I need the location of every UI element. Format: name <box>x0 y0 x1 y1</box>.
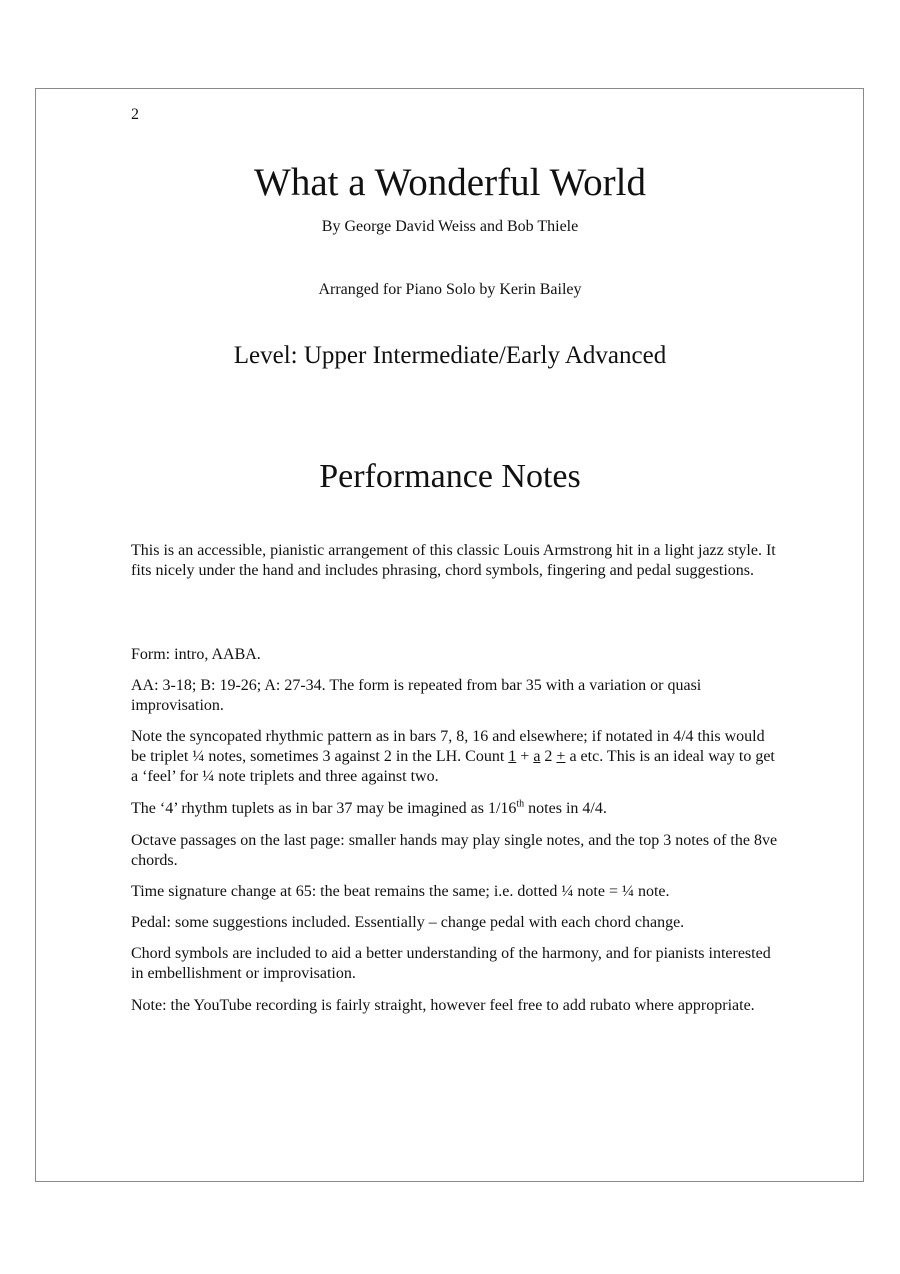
syncopation-paragraph <box>131 727 781 787</box>
form-paragraph: Form: intro, AABA. <box>131 646 261 663</box>
time-signature-paragraph: Time signature change at 65: the beat remains the same; i.e. dotted ¼ note = ¼ note. <box>131 883 670 900</box>
chord-symbols-paragraph: Chord symbols are included to aid a better understanding of the harmony, and for pianists interested in embellishment or improvisation. <box>131 945 771 982</box>
tuplets-text: The ‘4’ rhythm tuplets as in bar 37 may be imagined as 1/16 <box>131 800 517 817</box>
recording-paragraph: Note: the YouTube recording is fairly straight, however feel free to add rubato where appropriate. <box>131 997 755 1014</box>
page-border <box>35 88 864 1182</box>
composer-byline: By George David Weiss and Bob Thiele <box>321 218 579 235</box>
sections-paragraph: AA: 3-18; B: 19-26; A: 27-34. The form is repeated from bar 35 with a variation or quasi improvisation. <box>131 677 702 714</box>
tuplets-superscript: th <box>516 798 525 810</box>
syncopation-text: Note the syncopated rhythmic pattern as in bars 7, 8, 16 and elsewhere; if notated in 4/4 this would be triplet ¼ notes, sometimes 3 against 2 in the LH. Count <box>131 728 765 765</box>
octaves-paragraph: Octave passages on the last page: smaller hands may play single notes, and the top 3 notes of the 8ve chords. <box>131 832 778 869</box>
intro-paragraph: This is an accessible, pianistic arrangement of this classic Louis Armstrong hit in a light jazz style. It fits nicely under the hand and includes phrasing, chord symbols, fingering and pedal suggestions. <box>131 542 776 579</box>
difficulty-level: Level: Upper Intermediate/Early Advanced <box>233 342 667 369</box>
count-plus-one: + <box>516 748 534 765</box>
tuplets-tail: notes in 4/4. <box>524 800 607 817</box>
count-two: 2 <box>540 748 557 765</box>
count-plus: + <box>556 748 566 765</box>
performance-notes-heading: Performance Notes <box>319 458 581 495</box>
tuplets-paragraph <box>131 799 781 819</box>
pedal-paragraph: Pedal: some suggestions included. Essentially – change pedal with each chord change. <box>131 914 685 931</box>
arranger-credit: Arranged for Piano Solo by Kerin Bailey <box>318 281 582 298</box>
count-one: 1 <box>508 748 517 765</box>
song-title: What a Wonderful World <box>254 161 646 204</box>
page-number: 2 <box>131 106 139 123</box>
syncopation-tail: a etc. This is an ideal way to get a ‘feel’ for ¼ note triplets and three against two. <box>131 748 775 785</box>
count-a: a <box>533 748 541 765</box>
